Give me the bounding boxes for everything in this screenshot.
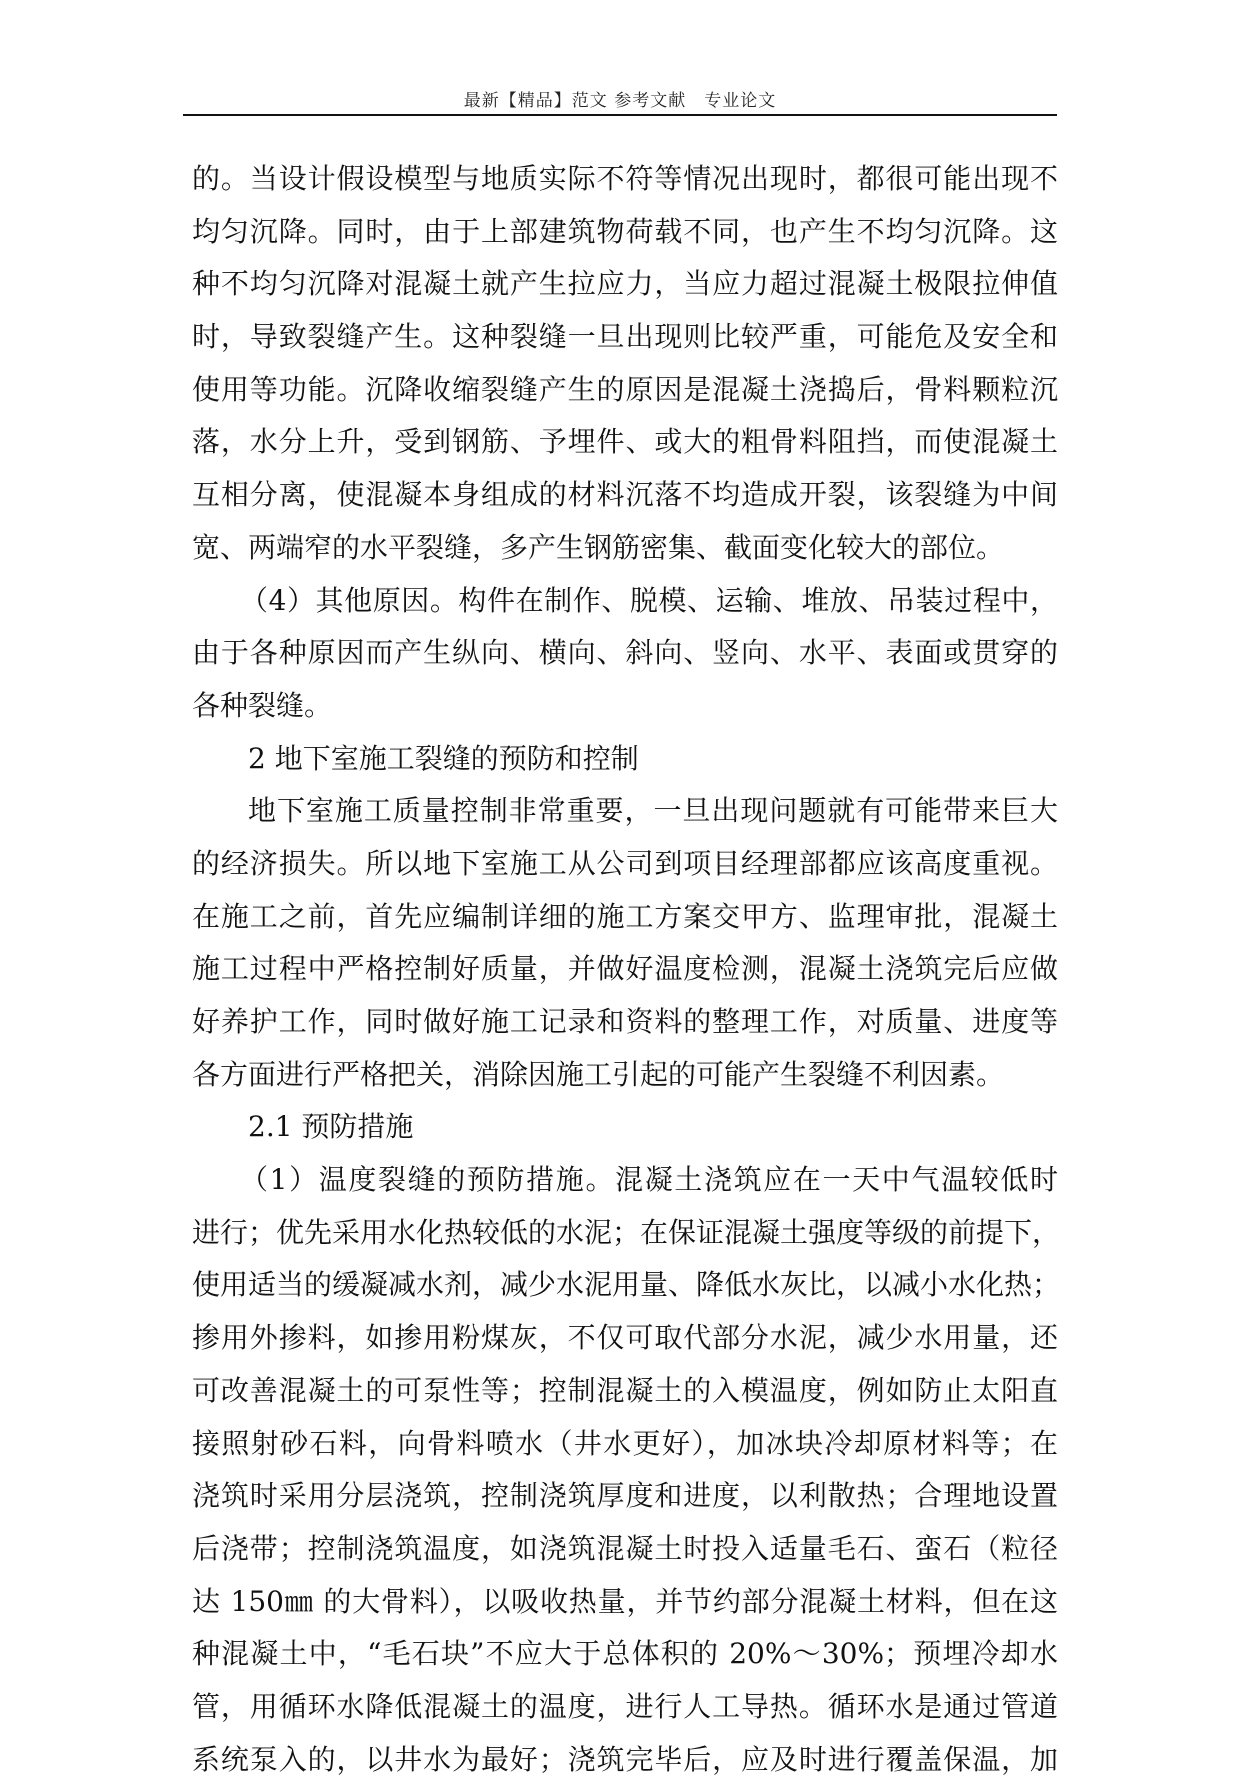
text-line: 由于各种原因而产生纵向、横向、斜向、竖向、水平、表面或贯穿的: [192, 636, 1058, 670]
text-line: 使用等功能。沉降收缩裂缝产生的原因是混凝土浇捣后，骨料颗粒沉: [192, 372, 1058, 406]
text-line: （4）其他原因。构件在制作、脱模、运输、堆放、吊装过程中，: [240, 583, 1058, 617]
text-line: 管，用循环水降低混凝土的温度，进行人工导热。循环水是通过管道: [192, 1689, 1058, 1723]
text-line: 施工过程中严格控制好质量，并做好温度检测，混凝土浇筑完后应做: [192, 952, 1058, 986]
text-line: 的。当设计假设模型与地质实际不符等情况出现时，都很可能出现不: [192, 162, 1058, 195]
text-line: 落，水分上升，受到钢筋、予埋件、或大的粗骨料阻挡，而使混凝土: [192, 425, 1058, 459]
text-line: 2 地下室施工裂缝的预防和控制: [248, 741, 639, 775]
text-line: 的经济损失。所以地下室施工从公司到项目经理部都应该高度重视。: [192, 846, 1058, 880]
text-line: 可改善混凝土的可泵性等；控制混凝土的入模温度，例如防止太阳直: [192, 1373, 1058, 1407]
text-line: 达 150㎜ 的大骨料），以吸收热量，并节约部分混凝土材料，但在这: [192, 1584, 1058, 1618]
text-line: 时，导致裂缝产生。这种裂缝一旦出现则比较严重，可能危及安全和: [192, 320, 1058, 354]
text-line: 在施工之前，首先应编制详细的施工方案交甲方、监理审批，混凝土: [192, 899, 1058, 933]
text-line: 好养护工作，同时做好施工记录和资料的整理工作，对质量、进度等: [192, 1005, 1058, 1038]
text-line: 各方面进行严格把关，消除因施工引起的可能产生裂缝不利因素。: [192, 1057, 1005, 1091]
text-line: 后浇带；控制浇筑温度，如浇筑混凝土时投入适量毛石、蛮石（粒径: [192, 1531, 1058, 1565]
text-line: 2.1 预防措施: [248, 1110, 414, 1144]
text-line: 互相分离，使混凝本身组成的材料沉落不均造成开裂，该裂缝为中间: [192, 478, 1058, 512]
text-line: 种混凝土中，“毛石块”不应大于总体积的 20%～30%；预埋冷却水: [192, 1637, 1058, 1671]
header-rule: [183, 114, 1057, 116]
text-line: 接照射砂石料，向骨料喷水（井水更好），加冰块冷却原材料等；在: [192, 1426, 1058, 1460]
text-line: （1）温度裂缝的预防措施。混凝土浇筑应在一天中气温较低时: [240, 1163, 1058, 1197]
page-header: 最新【精品】范文 参考文献 专业论文: [463, 91, 777, 111]
text-line: 地下室施工质量控制非常重要，一旦出现问题就有可能带来巨大: [248, 794, 1058, 828]
text-line: 种不均匀沉降对混凝土就产生拉应力，当应力超过混凝土极限拉伸值: [192, 267, 1058, 301]
text-line: 进行；优先采用水化热较低的水泥；在保证混凝土强度等级的前提下，: [192, 1215, 1061, 1249]
text-line: 宽、两端窄的水平裂缝，多产生钢筋密集、截面变化较大的部位。: [192, 530, 1005, 564]
text-line: 系统泵入的，以井水为最好；浇筑完毕后，应及时进行覆盖保温，加: [192, 1742, 1058, 1776]
text-line: 使用适当的缓凝减水剂，减少水泥用量、降低水灰比，以减小水化热；: [192, 1268, 1061, 1302]
text-line: 掺用外掺料，如掺用粉煤灰，不仅可取代部分水泥，减少水用量，还: [192, 1321, 1058, 1355]
text-line: 各种裂缝。: [192, 688, 333, 722]
text-line: 浇筑时采用分层浇筑，控制浇筑厚度和进度，以利散热；合理地设置: [192, 1479, 1058, 1513]
text-line: 均匀沉降。同时，由于上部建筑物荷载不同，也产生不均匀沉降。这: [192, 214, 1058, 248]
document-body: [192, 153, 1061, 1786]
